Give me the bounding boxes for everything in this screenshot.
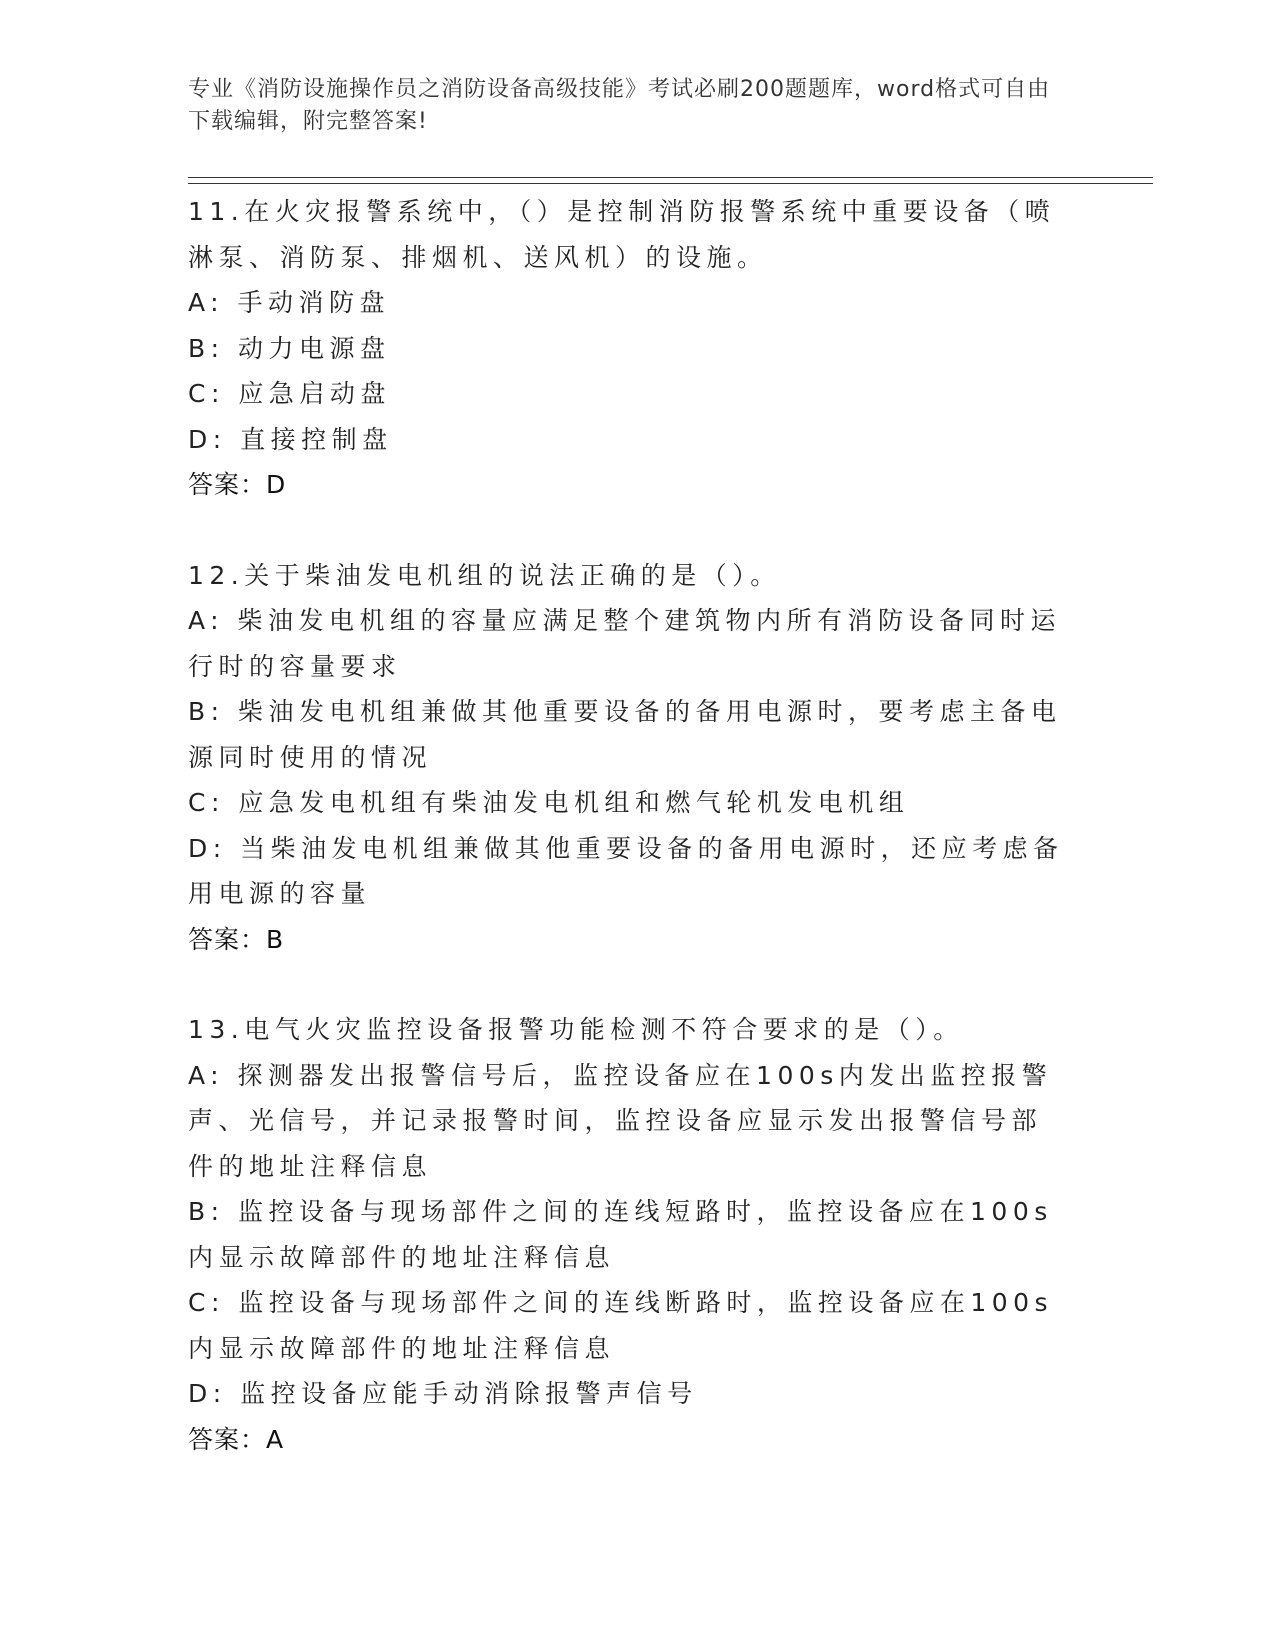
answer: 答案：B (188, 924, 285, 954)
question-11 (188, 189, 1068, 508)
header-divider-bottom (188, 183, 1153, 184)
question-stem: 13.电气火灾监控设备报警功能检测不符合要求的是（）。 (188, 1015, 964, 1044)
option-b: B: 柴油发电机组兼做其他重要设备的备用电源时，要考虑主备电源同时使用的情况 (188, 697, 1062, 772)
option-a: A: 探测器发出报警信号后，监控设备应在100s内发出监控报警声、光信号，并记录报警时间，监控设备应显示发出报警信号部件的地址注释信息 (188, 1060, 1053, 1181)
option-c: C: 应急启动盘 (188, 379, 391, 408)
question-stem: 11.在火灾报警系统中，（）是控制消防报警系统中重要设备（喷淋泵、消防泵、排烟机、送风机）的设施。 (188, 197, 1056, 272)
option-d: D: 监控设备应能手动消除报警声信号 (188, 1379, 698, 1408)
option-b: B: 动力电源盘 (188, 333, 391, 363)
option-c: C: 应急发电机组有柴油发电机组和燃气轮机发电机组 (188, 788, 910, 817)
document-header: 专业《消防设施操作员之消防设备高级技能》考试必刷200题题库，word格式可自由下载编辑，附完整答案! (188, 77, 1051, 134)
question-12 (188, 553, 1068, 963)
option-a: A: 手动消防盘 (188, 288, 391, 317)
option-d: D: 直接控制盘 (188, 424, 393, 454)
option-b: B: 监控设备与现场部件之间的连线短路时，监控设备应在100s内显示故障部件的地址注释信息 (188, 1197, 1053, 1272)
answer: 答案：A (188, 1424, 285, 1454)
option-a: A: 柴油发电机组的容量应满足整个建筑物内所有消防设备同时运行时的容量要求 (188, 606, 1062, 681)
header-divider-top (188, 177, 1153, 178)
answer: 答案：D (188, 470, 287, 499)
question-13 (188, 1007, 1068, 1462)
option-c: C: 监控设备与现场部件之间的连线断路时，监控设备应在100s内显示故障部件的地址注释信息 (188, 1288, 1054, 1363)
option-d: D: 当柴油发电机组兼做其他重要设备的备用电源时，还应考虑备用电源的容量 (188, 833, 1064, 908)
question-stem: 12.关于柴油发电机组的说法正确的是（）。 (188, 560, 781, 590)
question-list (188, 189, 1068, 1462)
